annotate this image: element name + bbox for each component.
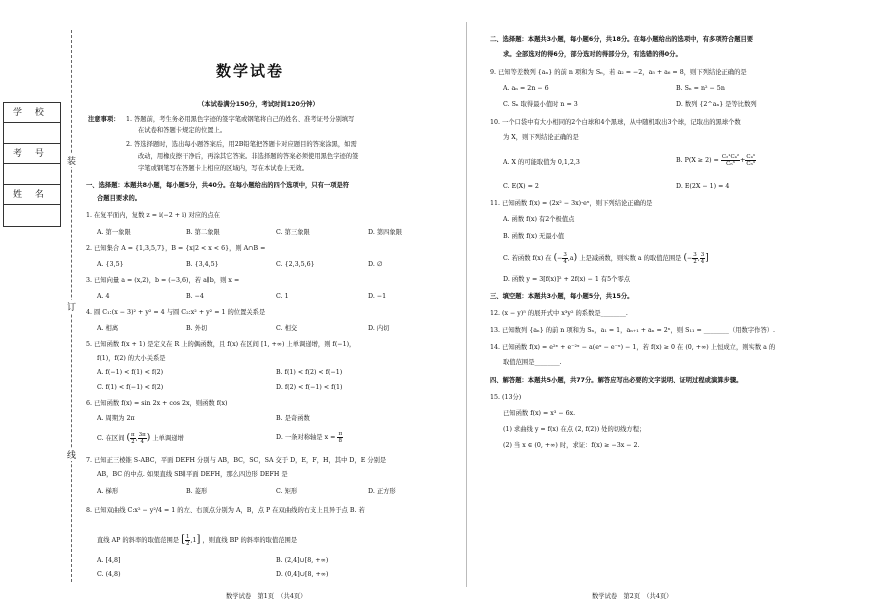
q10-option-a: A. X 的可能取值为 0,1,2,3 [503, 159, 580, 166]
q3-option-d: D. −1 [368, 293, 387, 300]
q15-heading: 15. (13分) [490, 394, 522, 401]
q1-option-d: D. 第四象限 [368, 229, 403, 236]
binding-char-ding: 订 [66, 300, 77, 313]
q10-stem-line-1: 10. 一个口袋中有大小相同的2个白球和4个黑球，从中随机取出3个球，记取出的黑球个数 [490, 119, 741, 126]
q7-option-a: A. 梯形 [97, 488, 119, 495]
q5-stem-line-1: 5. 已知函数 f(x + 1) 是定义在 R 上的偶函数，且 f(x) 在区间 [1, +∞) 上单调递增，则 f(−1)， [86, 341, 356, 348]
q12-stem: 12. (x − y)⁵ 的展开式中 x³y² 的系数是________. [490, 310, 628, 317]
q1-stem: 1. 在复平面内，复数 z = i(−2 + i) 对应的点在 [86, 212, 220, 219]
q6-option-a: A. 周期为 2π [97, 415, 135, 422]
q11-option-c: C. 若函数 f(x) 在 (− $\frac{3}{4}$ ,a) 上是减函数，则实数 a 的取值范围是 (− $\frac{3}{2}$ , $\frac{3}{4}$ ] [503, 252, 709, 265]
footer-page-1: 数学试卷 第1页 （共4页） [226, 593, 307, 600]
q7-stem-line-2: AB，BC 的中点. 如果直线 SB∥平面 DEFH，那么四边形 DEFH 是 [97, 471, 288, 478]
section-2-heading: 二、选择题：本题共3小题，每小题6分，共18分。在每小题给出的选项中，有多项符合题目要 [490, 36, 754, 43]
q2-option-d: D. ∅ [368, 261, 383, 268]
q8-option-b: B. (2,4]∪[8, +∞) [276, 557, 329, 564]
q4-option-d: D. 内切 [368, 325, 390, 332]
page-divider [466, 22, 467, 587]
q7-stem-line-1: 7. 已知正三棱锥 S-ABC，平面 DEFH 分别与 AB，BC，SC，SA 交于 D，E，F，H，其中 D，E 分别是 [86, 457, 387, 464]
q6-option-c: C. 在区间 ( $\frac{\pi}{2}$ , $\frac{3\pi}{4}$ ) 上单调递增 [97, 432, 184, 445]
section-1-heading-cont: 合题目要求的。 [97, 195, 142, 202]
q9-option-c: C. Sₙ 取得最小值时 n = 3 [503, 101, 578, 108]
note-2-line-2: 改动，用橡皮擦干净后，再涂其它答案。非选择题的答案必须使用黑色字迹的签 [138, 153, 359, 160]
q8-option-c: C. (4,8) [97, 571, 121, 578]
section-3-heading: 三、填空题：本题共3小题，每小题5分，共15分。 [490, 293, 634, 300]
q5-option-a: A. f(−1) < f(1) < f(2) [97, 369, 164, 376]
notes-label: 注意事项： [88, 116, 120, 123]
section-1-heading: 一、选择题：本题共8小题，每小题5分，共40分。在每小题给出的四个选项中，只有一项是符 [86, 182, 350, 189]
q5-option-b: B. f(1) < f(2) < f(−1) [276, 369, 343, 376]
q5-option-c: C. f(1) < f(−1) < f(2) [97, 384, 164, 391]
q11-option-a: A. 函数 f(x) 有2个极值点 [503, 216, 575, 223]
q9-option-d: D. 数列 {2^aₙ} 是等比数列 [676, 101, 757, 108]
school-label: 学 校 [4, 103, 60, 123]
section-4-heading: 四、解答题：本题共5小题，共77分。解答应写出必要的文字说明、证明过程或演算步骤。 [490, 377, 743, 384]
q11-stem: 11. 已知函数 f(x) = (2x² − 3x)·eˣ，则下列结论正确的是 [490, 200, 653, 207]
exam-id-label: 考 号 [4, 144, 60, 164]
note-1-line-2: 在试卷和答题卡规定的位置上。 [138, 127, 227, 134]
student-info-box [3, 102, 61, 227]
q10-stem-line-2: 为 X，则下列结论正确的是 [503, 134, 579, 141]
school-field[interactable] [4, 123, 60, 144]
q6-option-d: D. 一条对称轴是 x = $\frac{\pi}{8}$ [276, 431, 343, 444]
q2-option-b: B. {3,4,5} [186, 261, 219, 268]
q14-stem-line-1: 14. 已知函数 f(x) = e²ˣ + e⁻²ˣ − a(eˣ − e⁻ˣ) − 1，若 f(x) ≥ 0 在 (0, +∞) 上恒成立，则实数 a 的 [490, 344, 776, 351]
q2-option-c: C. {2,3,5,6} [276, 261, 315, 268]
name-field[interactable] [4, 205, 60, 226]
footer-page-2: 数学试卷 第2页 （共4页） [592, 593, 673, 600]
q1-option-b: B. 第二象限 [186, 229, 220, 236]
q9-option-a: A. aₙ = 2n − 6 [503, 85, 549, 92]
q6-stem: 6. 已知函数 f(x) = sin 2x + cos 2x，则函数 f(x) [86, 400, 228, 407]
q7-option-b: B. 菱形 [186, 488, 208, 495]
q8-stem-line-1: 8. 已知双曲线 C:x² − y²/4 = 1 的左、右顶点分别为 A，B，点 P 在双曲线的右支上且异于点 B. 若 [86, 507, 365, 514]
q9-stem: 9. 已知等差数列 {aₙ} 的前 n 项和为 Sₙ，若 a₂ = −2，a₅ + a₆ = 8，则下列结论正确的是 [490, 69, 747, 76]
binding-char-xian: 线 [66, 448, 77, 461]
binding-char-zhuang: 装 [66, 154, 77, 167]
q10-option-d: D. E(2X − 1) = 4 [676, 183, 730, 190]
q4-stem: 4. 圆 C₁:(x − 3)² + y² = 4 与圆 C₂:x² + y² = 1 的位置关系是 [86, 309, 266, 316]
q4-option-c: C. 相交 [276, 325, 298, 332]
q4-option-a: A. 相离 [97, 325, 119, 332]
name-label: 姓 名 [4, 185, 60, 205]
q1-option-a: A. 第一象限 [97, 229, 131, 236]
q3-stem: 3. 已知向量 a = (x,2)，b = (−3,6)，若 a∥b，则 x = [86, 277, 240, 284]
q8-option-a: A. [4,8] [97, 557, 121, 564]
q2-option-a: A. {3,5} [97, 261, 124, 268]
q4-option-b: B. 外切 [186, 325, 208, 332]
q9-option-b: B. Sₙ = n² − 5n [676, 85, 725, 92]
q10-option-c: C. E(X) = 2 [503, 183, 539, 190]
q8-option-d: D. (0,4]∪[8, +∞) [276, 571, 329, 578]
q15-part-1: (1) 求曲线 y = f(x) 在点 (2, f(2)) 处的切线方程； [503, 426, 646, 433]
q3-option-b: B. −4 [186, 293, 204, 300]
q15-given: 已知函数 f(x) = x³ − 6x. [503, 410, 576, 417]
q13-stem: 13. 已知数列 {aₙ} 的前 n 项和为 Sₙ，a₁ = 1，aₙ₊₁ + aₙ = 2ⁿ，则 S₁₁ = ________（用数字作答）. [490, 327, 776, 334]
q3-option-c: C. 1 [276, 293, 289, 300]
q5-option-d: D. f(2) < f(−1) < f(1) [276, 384, 343, 391]
q7-option-c: C. 矩形 [276, 488, 298, 495]
page-title: 数学试卷 [215, 62, 284, 80]
q6-option-b: B. 是奇函数 [276, 415, 310, 422]
q3-option-a: A. 4 [97, 293, 110, 300]
section-2-heading-cont: 求。全部选对的得6分，部分选对的得部分分，有选错的得0分。 [503, 51, 682, 58]
q10-option-b: B. P(X ≥ 2) = $\frac{\text{C₂¹C₄²}}{\text{C₆³}}$ + $\frac{\text{C₄³}}{\text{C₆³}}$ [676, 154, 755, 167]
q11-option-d: D. 函数 y = 3[f(x)]² + 2f(x) − 1 有5个零点 [503, 276, 631, 283]
q7-option-d: D. 正方形 [368, 488, 396, 495]
q11-option-b: B. 函数 f(x) 无最小值 [503, 233, 565, 240]
note-2-line-3: 字笔或钢笔写在答题卡上相应的区域内，写在本试卷上无效。 [138, 165, 309, 172]
q5-stem-line-2: f(1)，f(2) 的大小关系是 [97, 355, 166, 362]
q14-stem-line-2: 取值范围是________. [503, 359, 562, 366]
exam-subtitle: （本试卷满分150分，考试时间120分钟） [198, 101, 319, 108]
exam-id-field[interactable] [4, 164, 60, 185]
q8-stem-line-2: 直线 AP 的斜率的取值范围是 [ $\frac{1}{2}$ ,1] ，则直线 BP 的斜率的取值范围是 [97, 534, 298, 547]
note-1-line-1: 1. 答题前，考生务必用黑色字迹的签字笔或钢笔将自己的姓名、准考证号分别填写 [126, 116, 355, 123]
note-2-line-1: 2. 答选择题时，选出每小题答案后，用2B铅笔把答题卡对应题目的答案涂黑，如需 [126, 141, 357, 148]
q2-stem: 2. 已知集合 A = {1,3,5,7}，B = {x|2 < x < 6}，则 A∩B = [86, 245, 266, 252]
q1-option-c: C. 第三象限 [276, 229, 310, 236]
q15-part-2: (2) 当 x ∈ (0, +∞) 时，求证：f(x) ≥ −3x − 2. [503, 442, 640, 449]
